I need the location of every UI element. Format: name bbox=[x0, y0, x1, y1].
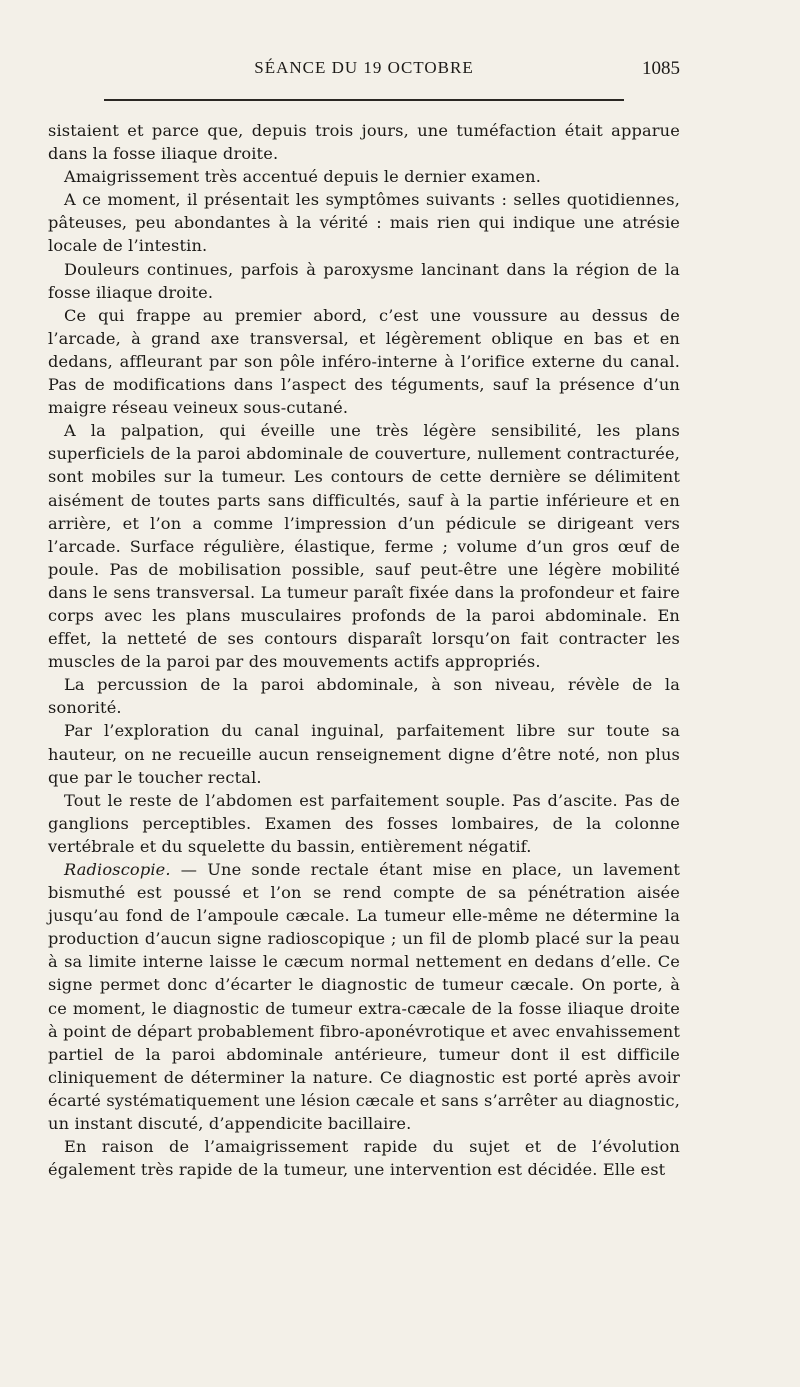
radioscopie-heading: Radioscopie. bbox=[64, 860, 171, 879]
paragraph: A ce moment, il présentait les symptômes suivants : selles quotidiennes, pâteuses, peu abondantes à la vérité : mais rien qui indique une atrésie locale de l’intestin. bbox=[48, 190, 680, 256]
paragraph: Douleurs continues, parfois à paroxysme lancinant dans la région de la fosse iliaque droite. bbox=[48, 259, 680, 302]
paragraph: Par l’exploration du canal inguinal, parfaitement libre sur toute sa hauteur, on ne recueille aucun renseignement digne d’être noté, non plus que par le toucher rectal. bbox=[48, 721, 680, 787]
running-title: SÉANCE DU 19 OCTOBRE bbox=[254, 58, 474, 77]
paragraph-continuation: sistaient et parce que, depuis trois jours, une tuméfaction était apparue dans la fosse iliaque droite. bbox=[48, 121, 680, 164]
paragraph: Ce qui frappe au premier abord, c’est une voussure au dessus de l’arcade, à grand axe transversal, et légèrement oblique en bas et en dedans, affleurant par son pôle inféro-interne à l’orifice externe du canal. Pas de modifications dans l’aspect des téguments, sauf la présence d’un maigre réseau veineux sous-cutané. bbox=[48, 305, 680, 418]
paragraph: Tout le reste de l’abdomen est parfaitement souple. Pas d’ascite. Pas de ganglions perceptibles. Examen des fosses lombaires, de la colonne vertébrale et du squelette du bassin, entièrement négatif. bbox=[48, 790, 680, 856]
paragraph: A la palpation, qui éveille une très légère sensibilité, les plans superficiels de la paroi abdominale de couverture, nullement contracturée, sont mobiles sur la tumeur. Les contours de cette dernière se délimitent aisément de toutes parts sans difficultés, sauf à la partie inférieure et en arrière, et l’on a comme l’impression d’un pédicule se dirigeant vers l’arcade. Surface régulière, élastique, ferme ; volume d’un gros œuf de poule. Pas de mobilisation possible, sauf peut-être une légère mobilité dans le sens transversal. La tumeur paraît fixée dans la profondeur et faire corps avec les plans musculaires profonds de la paroi abdominale. En effet, la netteté de ses contours disparaît lorsqu’on fait contracter les muscles de la paroi par des mouvements actifs appropriés. bbox=[48, 421, 680, 672]
paragraph: Amaigrissement très accentué depuis le dernier examen. bbox=[64, 167, 542, 187]
paragraph-radioscopie bbox=[48, 858, 680, 1135]
page-number: 1085 bbox=[642, 58, 680, 79]
body-text bbox=[48, 119, 680, 1181]
page-header bbox=[48, 58, 680, 88]
paragraph: La percussion de la paroi abdominale, à son niveau, révèle de la sonorité. bbox=[48, 675, 680, 718]
paragraph-final: En raison de l’amaigrissement rapide du sujet et de l’évolution également très rapide de la tumeur, une intervention est décidée. Elle est bbox=[48, 1137, 680, 1180]
header-rule bbox=[104, 99, 624, 101]
radioscopie-text: — Une sonde rectale étant mise en place, un lavement bismuthé est poussé et l’on se rend compte de sa pénétration aisée jusqu’au fond de l’ampoule cæcale. La tumeur elle-même ne détermine la production d’aucun signe radioscopique ; un fil de plomb placé sur la peau à sa limite interne laisse le cæcum normal nettement en dedans d’elle. Ce signe permet donc d’écarter le diagnostic de tumeur cæcale. On porte, à ce moment, le diagnostic de tumeur extra-cæcale de la fosse iliaque droite à point de départ probablement fibro-aponévrotique et avec envahissement partiel de la paroi abdominale antérieure, tumeur dont il est difficile cliniquement de déterminer la nature. Ce diagnostic est porté après avoir écarté systématiquement une lésion cæcale et sans s’arrêter au diagnostic, un instant discuté, d’appendicite bacillaire. bbox=[48, 860, 680, 1134]
